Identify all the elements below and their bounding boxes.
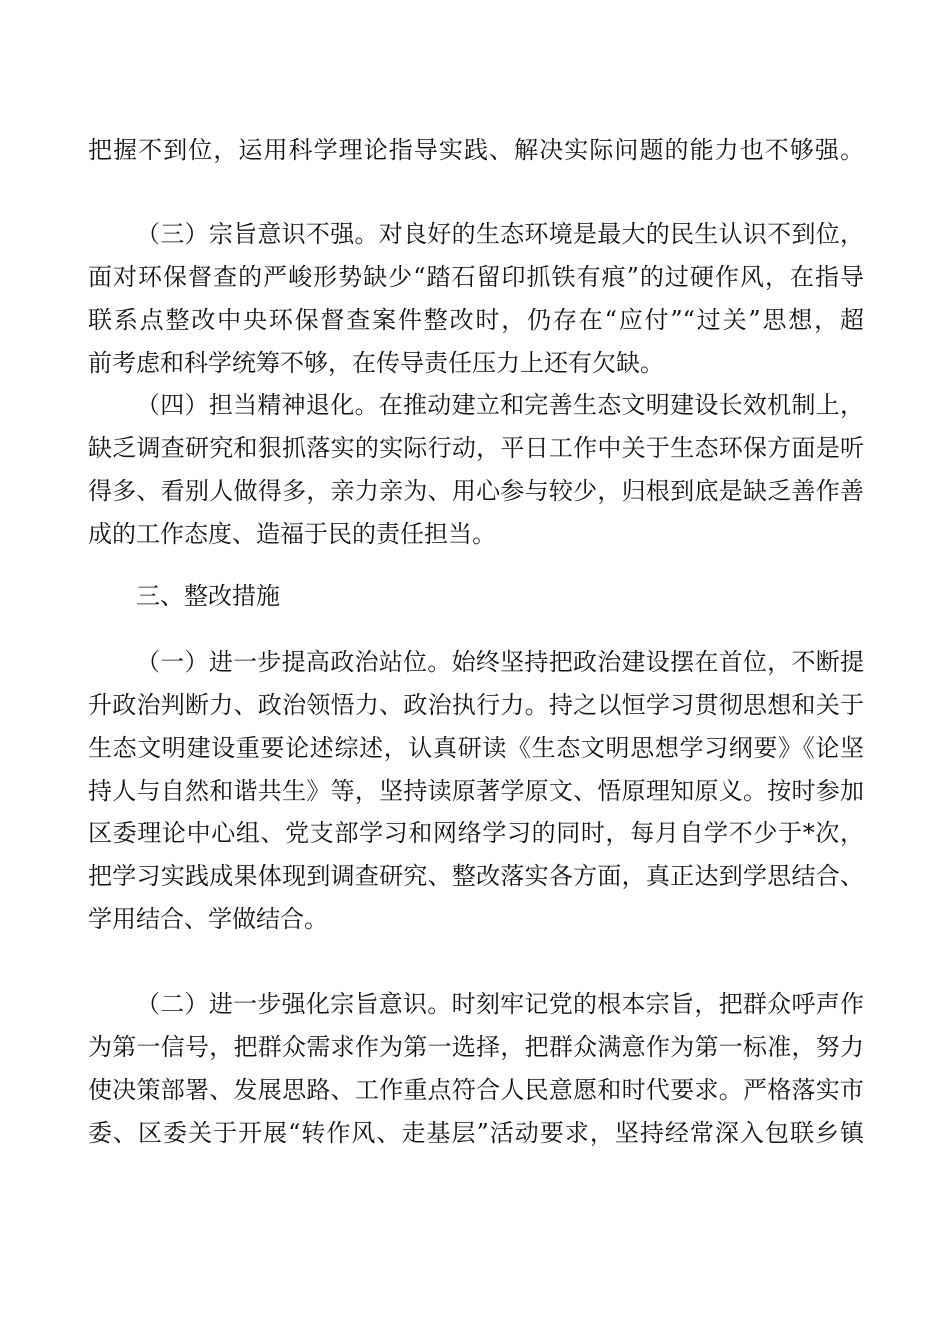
paragraph-heading-line: （四）担当精神退化。在推动建立和完善生态文明建设长效机制上，: [136, 391, 864, 419]
text-line: 联系点整改中央环保督查案件整改时，仍存在“应付”“过关”思想，超: [88, 306, 864, 334]
text-line: 把学习实践成果体现到调查研究、整改落实各方面，真正达到学思结合、: [88, 862, 864, 890]
text-line: 缺乏调查研究和狠抓落实的实际行动，平日工作中关于生态环保方面是听: [88, 434, 864, 462]
text-line: 区委理论中心组、党支部学习和网络学习的同时，每月自学不少于*次，: [88, 819, 864, 847]
paragraph-heading-line: （一）进一步提高政治站位。始终坚持把政治建设摆在首位，不断提: [136, 648, 864, 676]
text-line: 为第一信号，把群众需求作为第一选择，把群众满意作为第一标准，努力: [88, 1033, 864, 1061]
text-line: 成的工作态度、造福于民的责任担当。: [88, 520, 496, 548]
text-line: 升政治判断力、政治领悟力、政治执行力。持之以恒学习贯彻思想和关于: [88, 691, 864, 719]
text-line: 使决策部署、发展思路、工作重点符合人民意愿和时代要求。严格落实市: [88, 1076, 864, 1104]
paragraph-heading-line: （二）进一步强化宗旨意识。时刻牢记党的根本宗旨，把群众呼声作: [136, 990, 864, 1018]
text-line: 持人与自然和谐共生》等，坚持读原著学原文、悟原理知原义。按时参加: [88, 777, 864, 805]
paragraph-heading-line: （三）宗旨意识不强。对良好的生态环境是最大的民生认识不到位，: [136, 220, 864, 248]
text-line: 得多、看别人做得多，亲力亲为、用心参与较少，归根到底是缺乏善作善: [88, 477, 864, 505]
text-line: 面对环保督查的严峻形势缺少“踏石留印抓铁有痕”的过硬作风，在指导: [88, 263, 864, 291]
section-heading: 三、整改措施: [136, 582, 280, 610]
text-line: 学用结合、学做结合。: [88, 905, 328, 933]
text-line: 生态文明建设重要论述综述，认真研读《生态文明思想学习纲要》《论坚: [88, 734, 864, 762]
text-line: 把握不到位，运用科学理论指导实践、解决实际问题的能力也不够强。: [88, 136, 864, 164]
text-line: 前考虑和科学统筹不够，在传导责任压力上还有欠缺。: [88, 349, 664, 377]
text-line: 委、区委关于开展“转作风、走基层”活动要求，坚持经常深入包联乡镇: [88, 1119, 864, 1147]
